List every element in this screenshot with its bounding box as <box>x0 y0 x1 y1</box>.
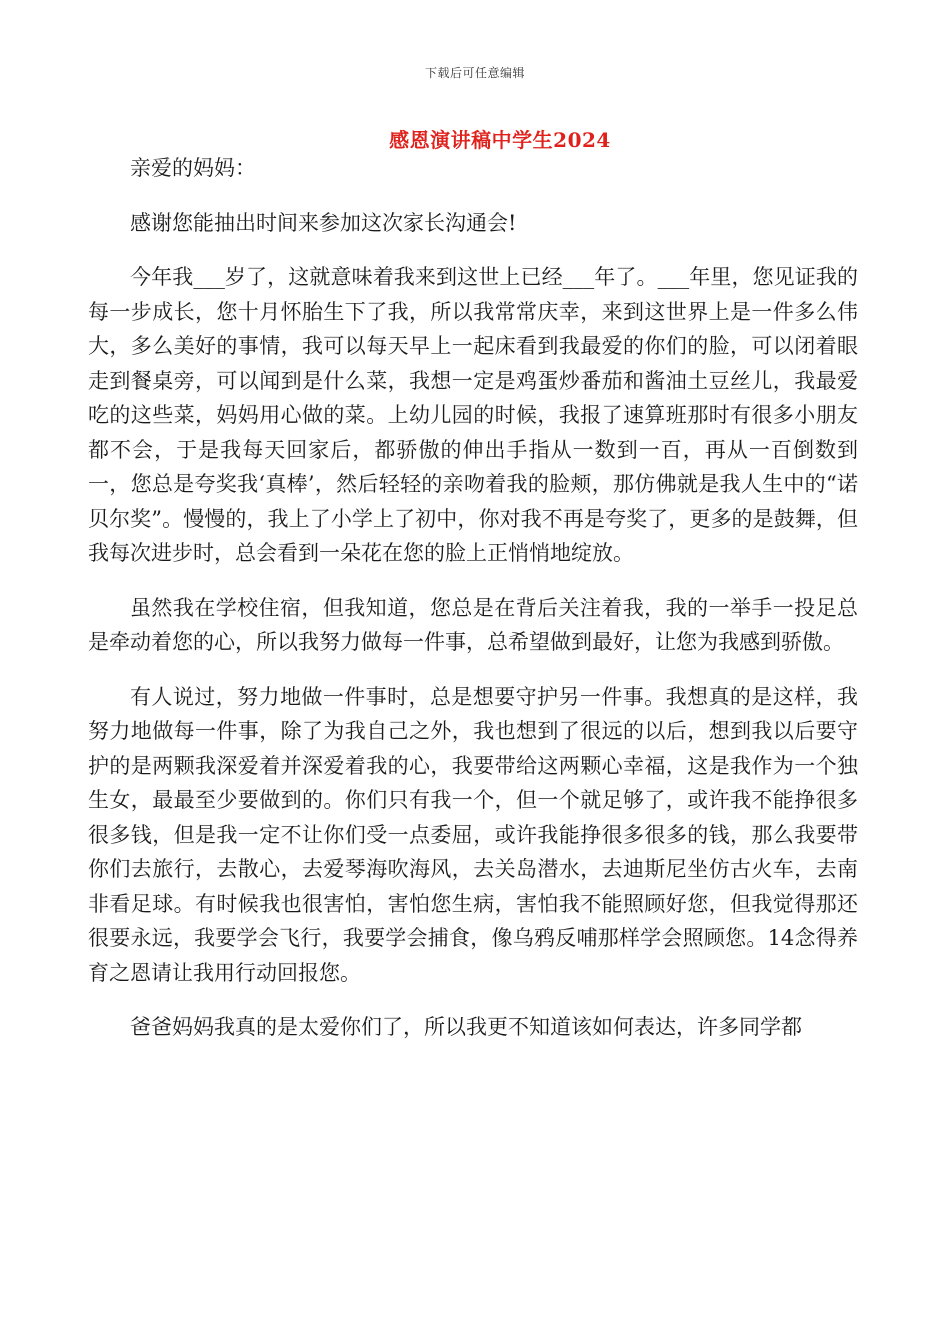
paragraph-love: 爸爸妈妈我真的是太爱你们了，所以我更不知道该如何表达，许多同学都 <box>130 1015 802 1039</box>
document-body <box>88 151 858 1065</box>
paragraph-promise: 有人说过，努力地做一件事时，总是想要守护另一件事。我想真的是这样，我努力地做每一件事，除了为我自己之外，我也想到了很远的以后，想到我以后要守护的是两颗我深爱着并深爱着我的心，我要带给这两颗心幸福，这是我作为一个独生女，最最至少要做到的。你们只有我一个，但一个就足够了，或许我不能挣很多很多钱，但是我一定不让你们受一点委屈，或许我能挣很多很多的钱，那么我要带你们去旅行，去散心，去爱琴海吹海风，去关岛潜水，去迪斯尼坐仿古火车，去南非看足球。有时候我也很害怕，害怕您生病，害怕我不能照顾好您，但我觉得那还很要永远，我要学会飞行，我要学会捕食，像乌鸦反哺那样学会照顾您。14念得养育之恩请让我用行动回报您。 <box>88 684 858 985</box>
salutation: 亲爱的妈妈： <box>130 156 256 180</box>
paragraph-growth: 今年我___岁了，这就意味着我来到这世上已经___年了。___年里，您见证我的每一步成长，您十月怀胎生下了我，所以我常常庆幸，来到这世界上是一件多么伟大，多么美好的事情，我可以每天早上一起床看到我最爱的你们的脸，可以闭着眼走到餐桌旁，可以闻到是什么菜，我想一定是鸡蛋炒番茄和酱油土豆丝儿，我最爱吃的这些菜，妈妈用心做的菜。上幼儿园的时候，我报了速算班那时有很多小朋友都不会，于是我每天回家后，都骄傲的伸出手指从一数到一百，再从一百倒数到一，您总是夸奖我‘真棒’，然后轻轻的亲吻着我的脸颊，那仿佛就是我人生中的“诺贝尔奖”。慢慢的，我上了小学上了初中，你对我不再是夸奖了，更多的是鼓舞，但我每次进步时，总会看到一朵花在您的脸上正悄悄地绽放。 <box>88 265 858 565</box>
paragraph-thanks: 感谢您能抽出时间来参加这次家长沟通会! <box>130 210 517 235</box>
header-note: 下载后可任意编辑 <box>424 66 525 80</box>
paragraph-school: 虽然我在学校住宿，但我知道，您总是在背后关注着我，我的一举手一投足总是牵动着您的心，所以我努力做每一件事，总希望做到最好，让您为我感到骄傲。 <box>88 595 858 654</box>
document-title: 感恩演讲稿中学生2024 <box>389 128 611 152</box>
